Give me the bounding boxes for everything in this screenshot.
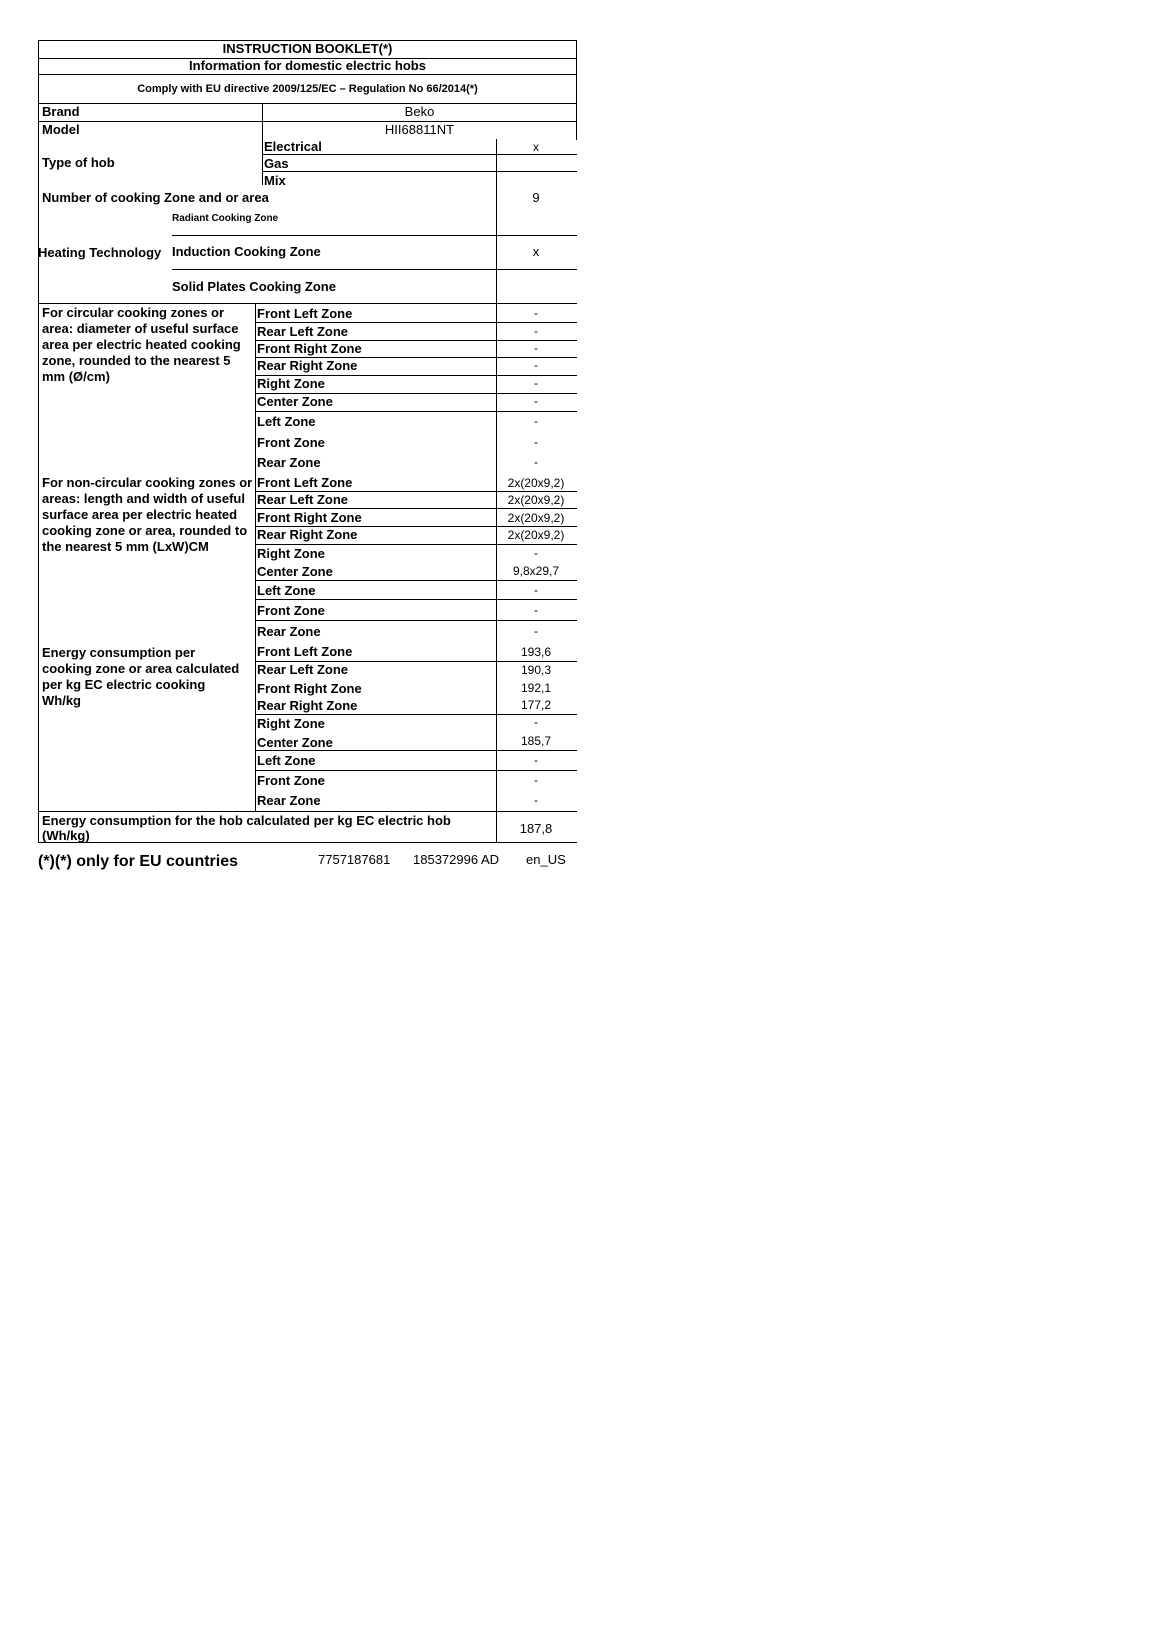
row-rule — [255, 411, 577, 412]
zone-value: - — [534, 773, 538, 787]
heating-technology-label: Heating Technology — [38, 245, 162, 260]
footer-locale: en_US — [526, 852, 566, 867]
zone-value: - — [534, 715, 538, 729]
zone-value: - — [534, 358, 538, 372]
zone-value: - — [534, 546, 538, 560]
zone-label: Rear Right Zone — [257, 527, 358, 542]
zone-label: Front Zone — [257, 603, 325, 618]
zone-value: 177,2 — [520, 698, 552, 712]
zone-value: - — [534, 624, 538, 638]
row-rule — [255, 580, 577, 581]
brand-value: Beko — [404, 104, 435, 119]
zone-label: Front Left Zone — [257, 306, 353, 321]
zone-column-divider — [255, 303, 256, 811]
hob-type-electrical-value: x — [533, 140, 539, 154]
zone-value: - — [534, 306, 538, 320]
hob-type-electrical: Electrical — [264, 139, 322, 154]
zone-value: - — [534, 583, 538, 597]
zones-count-label: Number of cooking Zone and or area — [42, 190, 269, 205]
zone-label: Center Zone — [257, 394, 333, 409]
zone-value: - — [534, 753, 538, 767]
zone-label: Center Zone — [257, 735, 333, 750]
row-rule — [255, 750, 577, 751]
zone-value: 185,7 — [520, 734, 552, 748]
row-rule — [255, 599, 577, 600]
zone-label: Front Right Zone — [257, 510, 362, 525]
zone-label: Rear Left Zone — [257, 492, 349, 507]
zone-label: Front Left Zone — [257, 644, 353, 659]
zone-label: Rear Left Zone — [257, 324, 349, 339]
zone-value: 2x(20x9,2) — [507, 493, 565, 507]
hob-energy-label: Energy consumption for the hob calculated per kg EC electric hob (Wh/kg) — [42, 813, 451, 843]
zone-value: - — [534, 793, 538, 807]
zone-value: 190,3 — [520, 663, 552, 677]
energy-per-zone-label: Energy consumption per cooking zone or area calculated per kg EC electric cooking Wh/kg — [42, 645, 240, 708]
model-value: HII68811NT — [384, 122, 455, 137]
booklet-subtitle: Information for domestic electric hobs — [189, 58, 426, 73]
zone-label: Front Zone — [257, 773, 325, 788]
zone-label: Front Right Zone — [257, 341, 362, 356]
footer-code-1: 7757187681 — [318, 852, 391, 867]
zone-value: - — [534, 435, 538, 449]
zone-label: Left Zone — [257, 753, 316, 768]
zone-value: 2x(20x9,2) — [507, 528, 565, 542]
circular-zones-label: For circular cooking zones or area: diameter of useful surface area per electric heated cooking zone, rounded to the nearest 5 mm (Ø/cm) — [42, 305, 241, 384]
row-rule — [255, 508, 577, 509]
zone-value: 193,6 — [520, 645, 552, 659]
zone-label: Left Zone — [257, 414, 316, 429]
directive-text: Comply with EU directive 2009/125/EC – Regulation No 66/2014(*) — [137, 83, 478, 95]
rule-after-subtitle — [38, 74, 577, 75]
model-label: Model — [42, 122, 80, 137]
zone-value: - — [534, 603, 538, 617]
rule-after-radiant — [172, 235, 577, 236]
row-rule — [255, 544, 577, 545]
radiant-zone-label: Radiant Cooking Zone — [172, 213, 279, 224]
row-rule — [255, 322, 577, 323]
frame-left-border — [38, 40, 39, 842]
induction-zone-value: x — [532, 244, 540, 259]
solid-plates-zone-label: Solid Plates Cooking Zone — [172, 279, 336, 294]
zone-value: - — [534, 394, 538, 408]
zone-label: Rear Right Zone — [257, 358, 358, 373]
zone-label: Right Zone — [257, 716, 325, 731]
zone-value: 2x(20x9,2) — [507, 511, 565, 525]
zone-label: Right Zone — [257, 376, 325, 391]
zone-label: Rear Zone — [257, 455, 321, 470]
zone-label: Rear Left Zone — [257, 662, 349, 677]
zone-label: Rear Zone — [257, 793, 321, 808]
zones-count-value: 9 — [532, 190, 540, 205]
noncircular-zones-label: For non-circular cooking zones or areas: length and width of useful surface area per electric heated cooking zone or area, rounded to the nearest 5 mm (LxW)CM — [42, 475, 253, 554]
rule-after-gas — [263, 171, 577, 172]
induction-zone-label: Induction Cooking Zone — [172, 244, 321, 259]
brand-label: Brand — [42, 104, 80, 119]
zone-value: 9,8x29,7 — [512, 564, 560, 578]
zone-value: 192,1 — [520, 681, 552, 695]
zone-label: Center Zone — [257, 564, 333, 579]
row-rule — [255, 770, 577, 771]
hob-energy-value: 187,8 — [519, 821, 553, 836]
rule-after-electrical — [263, 154, 577, 155]
hob-type-label: Type of hob — [42, 155, 115, 170]
zone-value: - — [534, 455, 538, 469]
zone-label: Right Zone — [257, 546, 325, 561]
zone-label: Front Left Zone — [257, 475, 353, 490]
zone-value: - — [534, 376, 538, 390]
rule-before-hob-energy — [38, 811, 577, 812]
footer-code-2: 185372996 AD — [413, 852, 500, 867]
zone-label: Front Zone — [257, 435, 325, 450]
hob-type-mix: Mix — [264, 173, 286, 188]
booklet-title: INSTRUCTION BOOKLET(*) — [222, 41, 393, 56]
row-rule — [255, 620, 577, 621]
zone-value: - — [534, 341, 538, 355]
footer-eu-note: (*)(*) only for EU countries — [38, 853, 239, 870]
zone-value: - — [534, 324, 538, 338]
rule-after-induction — [172, 269, 577, 270]
zone-label: Front Right Zone — [257, 681, 362, 696]
zone-label: Rear Right Zone — [257, 698, 358, 713]
zone-value: 2x(20x9,2) — [507, 476, 565, 490]
zone-value: - — [534, 414, 538, 428]
zone-label: Rear Zone — [257, 624, 321, 639]
zone-label: Left Zone — [257, 583, 316, 598]
hob-type-gas: Gas — [264, 156, 289, 171]
rule-after-heating — [38, 303, 577, 304]
